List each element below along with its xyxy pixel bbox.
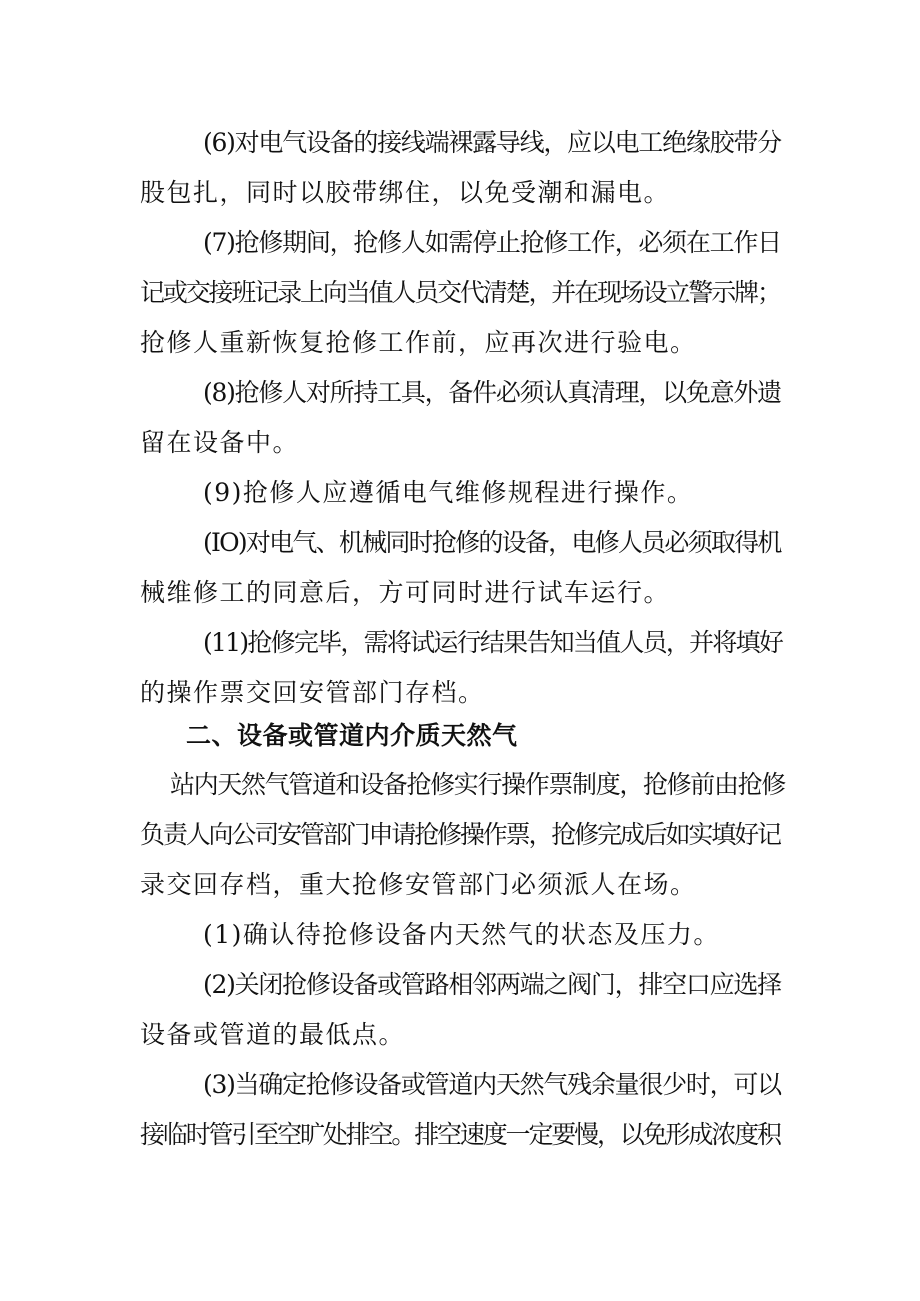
paragraph-line: 的操作票交回安管部门存档。 [140,678,485,707]
paragraph-line: 站内天然气管道和设备抢修实行操作票制度，抢修前由抢修 [170,770,785,799]
paragraph-line: 械维修工的同意后，方可同时进行试车运行。 [140,578,671,607]
paragraph-line: (1)确认待抢修设备内天然气的状态及压力。 [203,920,720,949]
paragraph-line: 录交回存档，重大抢修安管部门必须派人在场。 [140,870,697,899]
paragraph-line: 股包扎，同时以胶带绑住，以免受潮和漏电。 [140,178,671,207]
paragraph-line: (6)对电气设备的接线端裸露导线，应以电工绝缘胶带分 [203,128,781,157]
paragraph-line: (3)当确定抢修设备或管道内天然气残余量很少时，可以 [203,1070,781,1099]
paragraph-line: 负责人向公司安管部门申请抢修操作票，抢修完成后如实填好记 [140,820,780,849]
paragraph-line: (7)抢修期间，抢修人如需停止抢修工作，必须在工作日 [203,228,781,257]
paragraph-line: 接临时管引至空旷处排空。排空速度一定要慢，以免形成浓度积 [140,1120,780,1149]
paragraph-line: 抢修人重新恢复抢修工作前，应再次进行验电。 [140,328,697,357]
paragraph-line: (IO)对电气、机械同时抢修的设备，电修人员必须取得机 [203,528,781,557]
paragraph-line: 设备或管道的最低点。 [140,1020,406,1049]
paragraph-line: (2)关闭抢修设备或管路相邻两端之阀门，排空口应选择 [203,970,781,999]
section-heading: 二、设备或管道内介质天然气 [186,721,518,750]
paragraph-line: (9)抢修人应遵循电气维修规程进行操作。 [203,478,694,507]
paragraph-line: 留在设备中。 [140,428,300,457]
paragraph-line: 记或交接班记录上向当值人员交代清楚，并在现场设立警示牌； [140,278,780,307]
paragraph-line: (8)抢修人对所持工具，备件必须认真清理，以免意外遗 [203,378,781,407]
paragraph-line: (11)抢修完毕，需将试运行结果告知当值人员，并将填好 [203,628,783,657]
